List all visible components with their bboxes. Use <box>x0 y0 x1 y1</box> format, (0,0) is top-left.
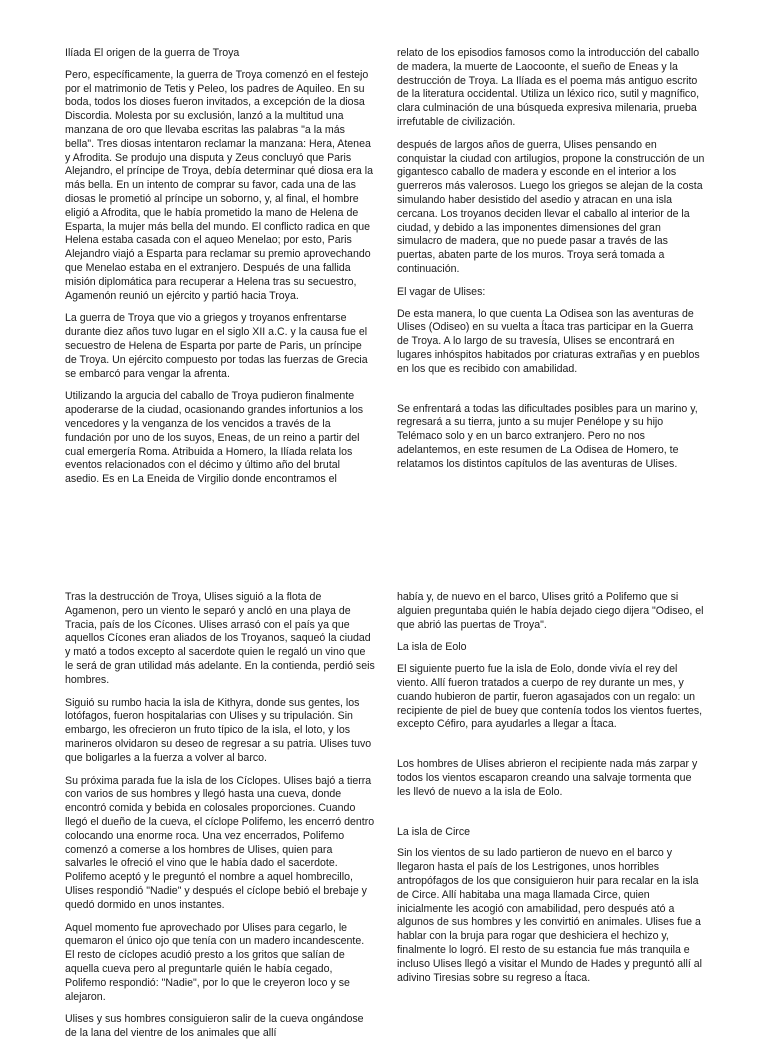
paragraph: Sin los vientos de su lado partieron de nuevo en el barco y llegaron hasta el país de los Lestrigones, unos horribles antropófagos de los que consiguieron huir para recalar en la isla de Circe. Allí habitaba una maga llamada Circe, quien inicialmente les acogió con amabilidad, pero después ató a algunos de sus hombres y les convirtió en animales. Ulises fue a hablar con la bruja para rogar que deshiciera el hechizo y, finalmente lo logró. El resto de su estancia fue más tranquila e incluso Ulises llegó a visitar el Mundo de Hades y preguntó allí al adivino Tiresias sobre su regreso a Ítaca. <box>397 847 703 984</box>
paragraph: De esta manera, lo que cuenta La Odisea son las aventuras de Ulises (Odiseo) en su vuelta a Ítaca tras participar en la Guerra de Troya. A lo largo de su travesía, Ulises se encontrará en lugares inhóspitos habitados por criaturas extrañas y en pueblos en los que es recibido con amabilidad. <box>397 307 700 375</box>
paragraph: después de largos años de guerra, Ulises pensando en conquistar la ciudad con artilugios, propone la construcción de un gigantesco caballo de madera y esconde en el interior a los guerreros más valerosos. Luego los griegos se alejan de la costa simulando haber desistido del asedio y atracan en una isla cercana. Los troyanos deciden llevar el caballo al interior de la ciudad, y debido a las imponentes dimensiones del gran simulacro de madera, que no puede pasar a través de las puertas, abaten parte de los muros. Troya será tomada a continuación. <box>397 138 705 275</box>
page-1 <box>0 0 768 512</box>
page-2-right-column <box>397 591 707 994</box>
page-2-left-column <box>65 591 375 1050</box>
section-heading: El vagar de Ulises: <box>397 285 486 298</box>
paragraph: El siguiente puerto fue la isla de Eolo, donde vivía el rey del viento. Allí fueron tratados a cuerpo de rey durante un mes, y cuando hubieron de partir, fueron agasajados con un regalo: un recipiente de piel de buey que contenía todos los vientos fuertes, excepto Céfiro, para ayudarles a llegar a Ítaca. <box>397 663 703 731</box>
paragraph: La guerra de Troya que vio a griegos y troyanos enfrentarse durante diez años tuvo lugar en el siglo XII a.C. y la causa fue el secuestro de Helena de Esparta por parte de Paris, un príncipe de Troya. Un ejército compuesto por todas las fuerzas de Grecia se embarcó para vengar la afrenta. <box>65 312 368 380</box>
paragraph: Pero, específicamente, la guerra de Troya comenzó en el festejo por el matrimonio de Tetis y Peleo, los padres de Aquileo. En su boda, todos los dioses fueron invitados, a excepción de la diosa Discordia. Molesta por su exclusión, lanzó a la multitud una manzana de oro que llevaba escritas las palabras "a la más bella". Tres diosas intentaron reclamar la manzana: Hera, Atenea y Afrodita. Se produjo una disputa y Zeus concluyó que Paris Alejandro, el príncipe de Troya, debía determinar qué diosa era la más bella. En un intento de comprar su favor, cada una de las diosas le prometió al príncipe un soborno, y, al final, el hombre eligió a Afrodita, que le había prometido la mano de Helena de Esparta, la mujer más bella del mundo. El conflicto radica en que Helena estaba casada con el aqueo Menelao; por esto, Paris Alejandro viajó a Esparta para reclamar su premio aprovechando que Menelao estaba en el extranjero. Después de una fallida misión diplomática para recuperar a Helena tras su secuestro, Agamenón reunió un ejército y partió hacia Troya. <box>65 68 373 302</box>
section-heading: La isla de Circe <box>397 825 471 838</box>
page-1-left-column <box>65 47 375 496</box>
paragraph: Aquel momento fue aprovechado por Ulises para cegarlo, le quemaron el único ojo que tenía con un madero incandescente. El resto de cíclopes acudió presto a los gritos que salían de aquella cueva pero al preguntarle quién le había cegado, Polifemo respondió: "Nadie", por lo que le creyeron loco y se alejaron. <box>65 921 365 1003</box>
paragraph: relato de los episodios famosos como la introducción del caballo de madera, la muerte de Laocoonte, el sueño de Eneas y la destrucción de Troya. La Ilíada es el poema más antiguo escrito de la literatura occidental. Utiliza un léxico rico, sutil y magnífico, clara culminación de una búsqueda expresiva milenaria, prueba irrefutable de civilización. <box>397 47 700 128</box>
paragraph: Tras la destrucción de Troya, Ulises siguió a la flota de Agamenon, pero un viento le separó y ancló en una playa de Tracia, país de los Cícones. Ulises arrasó con el país ya que aquellos Cícones eran aliados de los Troyanos, saqueó la ciudad y mató a todos excepto al sacerdote quien le regaló un vino que le será de gran utilidad más adelante. En la contienda, perdió seis hombres. <box>65 591 375 686</box>
paragraph: Se enfrentará a todas las dificultades posibles para un marino y, regresará a su tierra, junto a su mujer Penélope y su hijo Telémaco solo y en un barco extranjero. Pero no nos adelantemos, en este resumen de La Odisea de Homero, te relatamos los distintos capítulos de las aventuras de Ulises. <box>397 402 698 470</box>
paragraph: Utilizando la argucia del caballo de Troya pudieron finalmente apoderarse de la ciudad, ocasionando grandes infortunios a los vencedores y la venganza de los vencidos a través de la fundación por uno de los suyos, Eneas, de un reino a partir del cual emergería Roma. Atribuida a Homero, la Ilíada relata los eventos relacionados con el décimo y último año del brutal asedio. Es en La Eneida de Virgilio donde encontramos el <box>65 390 364 486</box>
paragraph: Siguió su rumbo hacia la isla de Kithyra, donde sus gentes, los lotófagos, fueron hospitalarias con Ulises y su tripulación. Sin embargo, les ofrecieron un fruto típico de la isla, el loto, y los marineros olvidaron su deseo de regresar a su patria. Ulises tuvo que boligarles a la fuerza a volver al barco. <box>65 696 372 764</box>
paragraph: Ulises y sus hombres consiguieron salir de la cueva ongándose de la lana del vientre de los animales que allí <box>65 1013 364 1040</box>
page-2 <box>0 512 768 1040</box>
section-heading: La isla de Eolo <box>397 641 467 654</box>
paragraph: había y, de nuevo en el barco, Ulises gritó a Polifemo que si alguien preguntaba quién le había dejado ciego dijera "Odiseo, el que abrió las puertas de Troya". <box>397 591 704 631</box>
page-1-right-column <box>397 47 707 481</box>
paragraph: Su próxima parada fue la isla de los Cíclopes. Ulises bajó a tierra con varios de sus hombres y llegó hasta una cueva, donde encontró comida y bebida en colosales proporciones. Cuando llegó el dueño de la cueva, el cíclope Polifemo, les encerró dentro colocando una enorme roca. Una vez encerrados, Polifemo comenzó a comerse a los hombres de Ulises, quien para salvarles le ofreció el vino que le había dado el sacerdote. Polifemo aceptó y le preguntó el nombre a aquel hombrecillo, Ulises respondió "Nadie" y después el cíclope bebió el brebaje y quedó dormido en unos instantes. <box>65 774 375 911</box>
paragraph: Los hombres de Ulises abrieron el recipiente nada más zarpar y todos los vientos escaparon creando una salvaje tormenta que les llevó de nuevo a la isla de Eolo. <box>397 758 698 798</box>
section-title: Ilíada El origen de la guerra de Troya <box>65 47 240 59</box>
